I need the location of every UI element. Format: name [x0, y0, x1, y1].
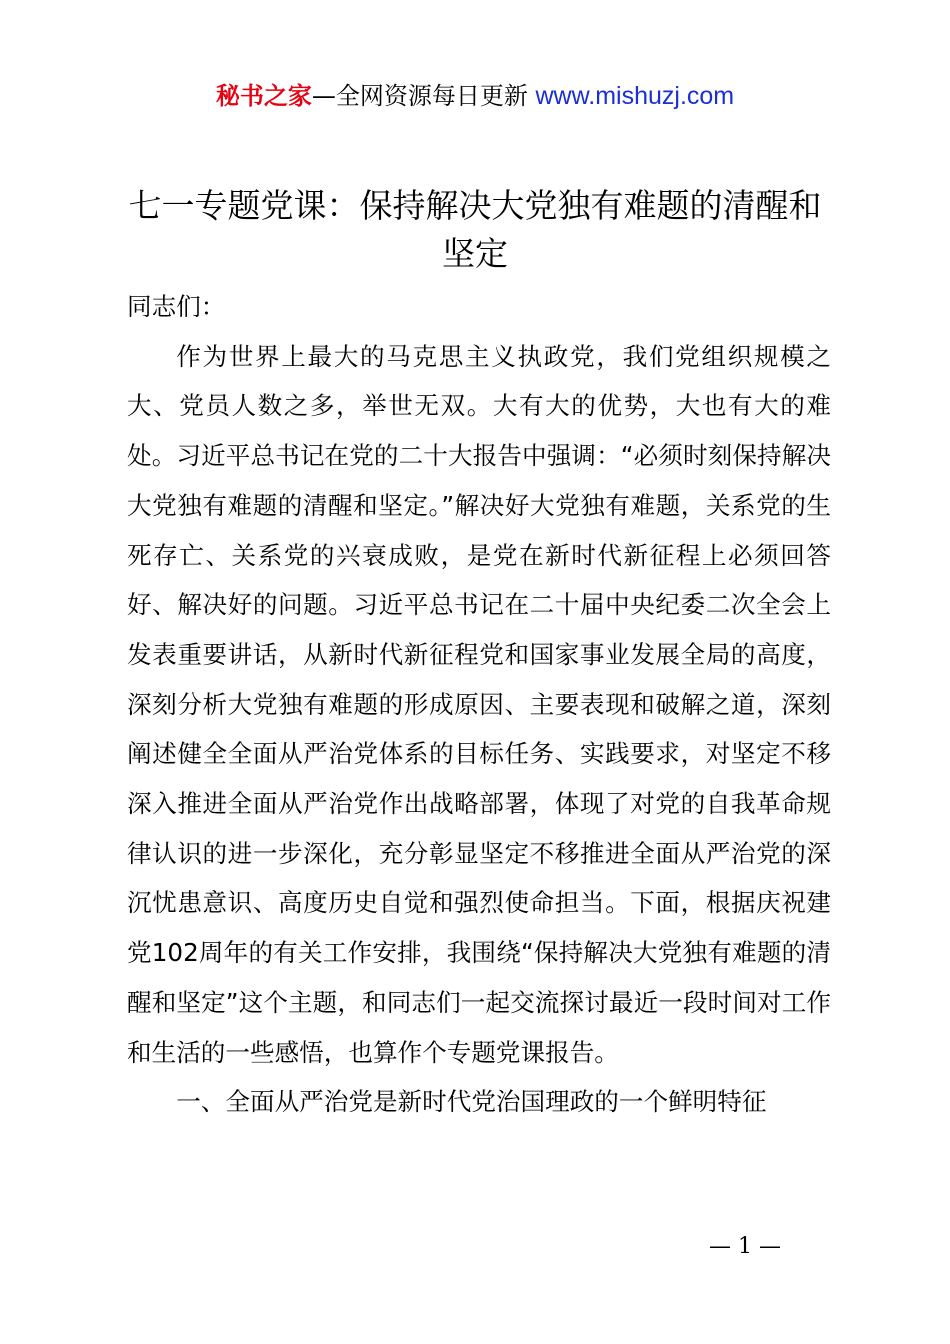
document-title: 七一专题党课：保持解决大党独有难题的清醒和坚定 [128, 186, 822, 273]
site-url-link[interactable]: www.mishuzj.com [535, 82, 735, 110]
section-heading: 一、全面从严治党是新时代党治国理政的一个鲜明特征 [176, 1087, 767, 1117]
site-brand: 秘书之家 [215, 82, 312, 110]
salutation: 同志们： [127, 292, 226, 321]
site-tagline: —全网资源每日更新 [311, 82, 528, 110]
site-header [0, 80, 950, 112]
body-paragraph: 作为世界上最大的马克思主义执政党，我们党组织规模之大、党员人数之多，举世无双。大有大的优势，大也有大的难处。习近平总书记在党的二十大报告中强调：“必须时刻保持解决大党独有难题的清醒和坚定。”解决好大党独有难题，关系党的生死存亡、关系党的兴衰成败，是党在新时代新征程上必须回答好、解决好的问题。习近平总书记在二十届中央纪委二次全会上发表重要讲话，从新时代新征程党和国家事业发展全局的高度，深刻分析大党独有难题的形成原因、主要表现和破解之道，深刻阐述健全全面从严治党体系的目标任务、实践要求，对坚定不移深入推进全面从严治党作出战略部署，体现了对党的自我革命规律认识的进一步深化，充分彰显坚定不移推进全面从严治党的深沉忧患意识、高度历史自觉和强烈使命担当。下面，根据庆祝建党102周年的有关工作安排，我围绕“保持解决大党独有难题的清醒和坚定”这个主题，和同志们一起交流探讨最近一段时间对工作和生活的一些感悟，也算作个专题党课报告。 [127, 341, 831, 1067]
page-number: — 1 — [709, 1234, 781, 1259]
document-body [127, 282, 831, 1127]
